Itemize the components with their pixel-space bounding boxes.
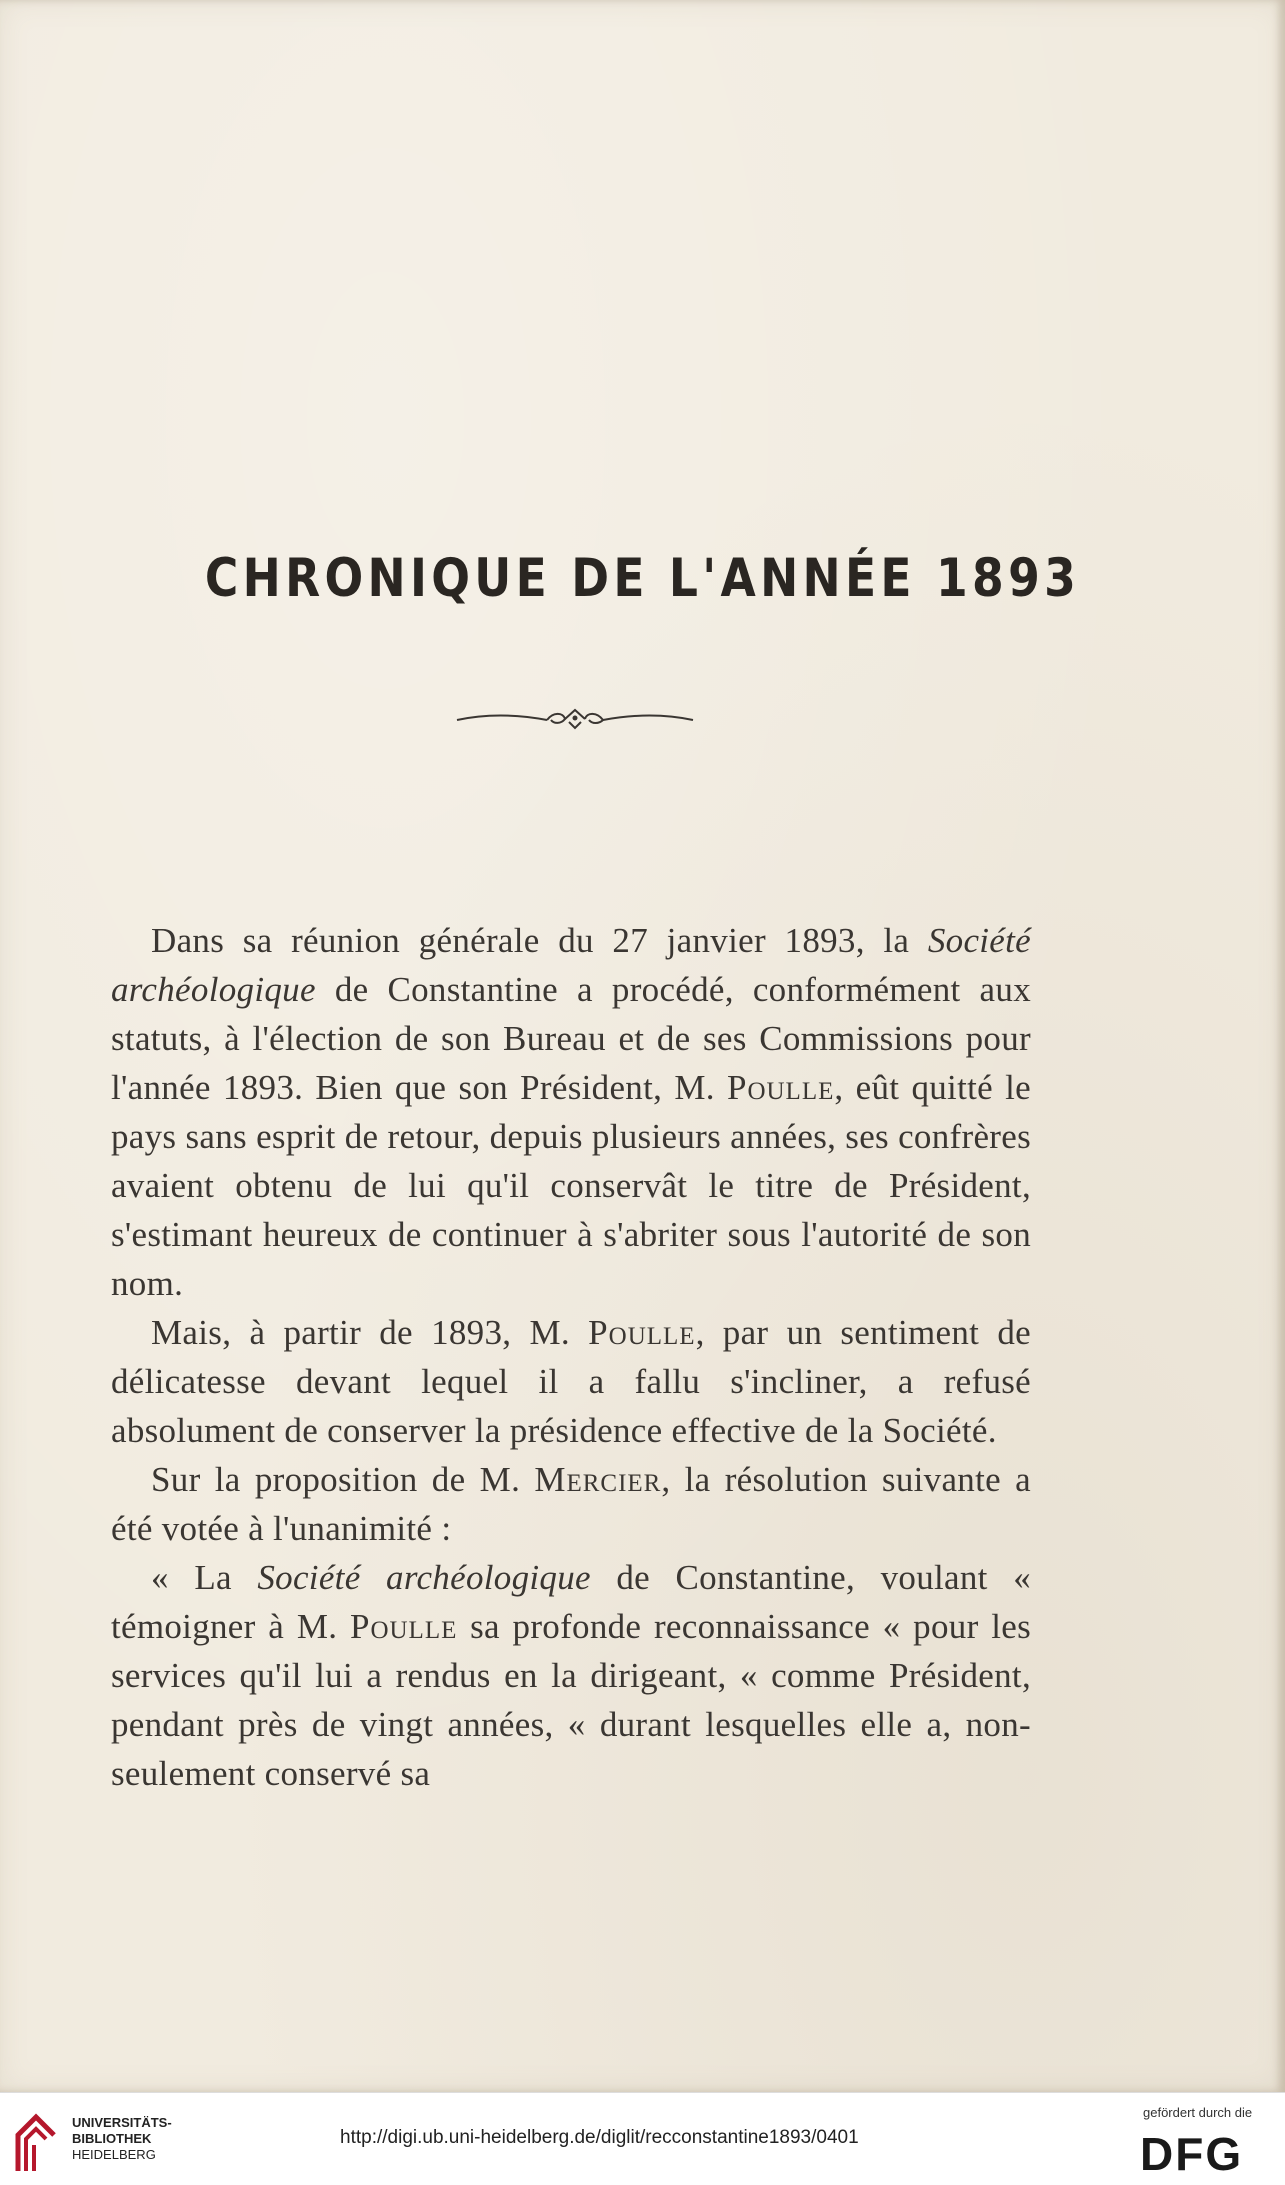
library-line-1: UNIVERSITÄTS- bbox=[72, 2115, 172, 2130]
p4-text-3: sa profonde reconnaissance « pour les services qu'il lui a rendus en la dirigeant, « comme Président, pendant près de vingt années, « durant lesquelles elle a, non-seulement conservé sa bbox=[111, 1607, 1031, 1793]
p1-society-name: Société archéologique bbox=[111, 921, 1031, 1009]
library-name[interactable] bbox=[72, 2115, 172, 2163]
paragraph-1 bbox=[111, 916, 1031, 1308]
p2-text-1: Mais, à partir de 1893, M. bbox=[151, 1313, 589, 1352]
p1-name-poulle: Poulle bbox=[726, 1068, 835, 1107]
body-text bbox=[111, 916, 1031, 1798]
p4-text-1: « La bbox=[151, 1558, 258, 1597]
p3-name-mercier: Mercier bbox=[534, 1460, 662, 1499]
funder-label: gefördert durch die bbox=[1143, 2105, 1253, 2120]
dfg-logo[interactable]: DFG bbox=[1140, 2128, 1244, 2180]
p4-society-name: Société archéologique bbox=[257, 1558, 591, 1597]
paragraph-3 bbox=[111, 1455, 1031, 1553]
library-line-3: HEIDELBERG bbox=[72, 2147, 156, 2162]
p1-text-1: Dans sa réunion générale du 27 janvier 1893, la bbox=[151, 921, 928, 960]
p1-text-2: de Constantine a procédé, conformément aux statuts, à l'élection de son Bureau et de ses Commissions pour l'année 1893. Bien que son Président, M. bbox=[111, 970, 1031, 1107]
paragraph-2 bbox=[111, 1308, 1031, 1455]
p2-text-2: , par un sentiment de délicatesse devant lequel il a fallu s'incliner, a refusé absolument de conserver la présidence effective de la Société. bbox=[111, 1313, 1031, 1450]
p2-name-poulle: Poulle bbox=[588, 1313, 696, 1352]
permalink-url[interactable]: http://digi.ub.uni-heidelberg.de/diglit/recconstantine1893/0401 bbox=[340, 2127, 859, 2148]
p1-text-3: , eût quitté le pays sans esprit de retour, depuis plusieurs années, ses confrères avaient obtenu de lui qu'il conservât le titre de Président, s'estimant heureux de continuer à s'abriter sous l'autorité de son nom. bbox=[111, 1068, 1031, 1303]
viewer-footer bbox=[0, 2092, 1285, 2185]
page-title: CHRONIQUE DE L'ANNÉE 1893 bbox=[204, 548, 1081, 609]
p4-text-2: de Constantine, voulant « témoigner à M. bbox=[111, 1558, 1031, 1646]
ub-heidelberg-logo-icon[interactable] bbox=[12, 2105, 62, 2175]
fleuron-ornament-icon bbox=[455, 706, 695, 732]
paragraph-4-quote bbox=[111, 1553, 1031, 1798]
p3-text-1: Sur la proposition de M. bbox=[151, 1460, 535, 1499]
p4-name-poulle: Poulle bbox=[349, 1607, 458, 1646]
library-line-2: BIBLIOTHEK bbox=[72, 2131, 152, 2146]
p3-text-2: , la résolution suivante a été votée à l'unanimité : bbox=[111, 1460, 1032, 1548]
